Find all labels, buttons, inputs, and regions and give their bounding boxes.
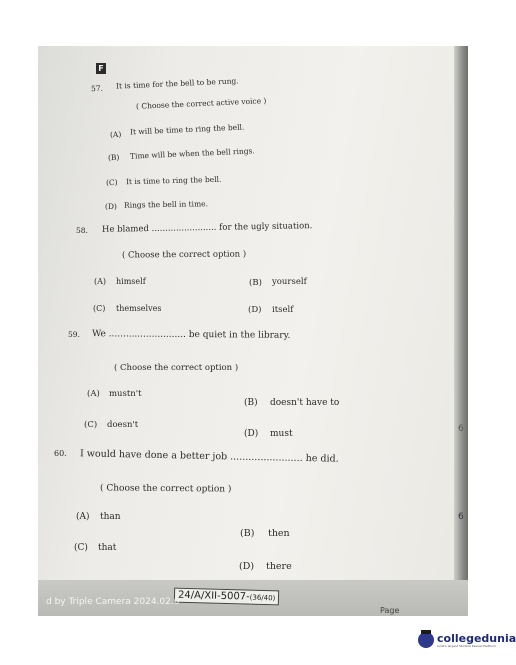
option-text: mustn't (109, 389, 142, 399)
option-letter: (A) (87, 389, 100, 399)
option-text: It is time to ring the bell. (125, 174, 222, 187)
option-text: themselves (116, 304, 162, 313)
option-letter: (C) (105, 177, 118, 188)
option-text: himself (116, 277, 146, 286)
question-number: 60. (54, 449, 67, 458)
option-text: there (266, 561, 292, 572)
option-letter: (C) (84, 420, 98, 430)
option-letter: (A) (94, 277, 107, 286)
option-letter: (D) (248, 305, 262, 315)
option-text: Rings the bell in time. (123, 199, 209, 210)
option-text: itself (272, 305, 294, 315)
question-instruction: ( Choose the correct option ) (99, 483, 232, 495)
option-letter: (B) (249, 278, 262, 288)
option-letter: (C) (74, 543, 88, 553)
option-letter: (A) (76, 512, 90, 522)
question-stem: It is time for the bell to be rung. (115, 76, 239, 91)
question-stem: He blamed ........................ for the ugly situation. (101, 221, 313, 235)
option-letter: (D) (239, 561, 255, 572)
logo-tagline: India's largest Student Review Platform (437, 643, 497, 648)
option-text: doesn't have to (270, 398, 340, 408)
paper-code (174, 588, 280, 606)
option-text: must (270, 429, 293, 439)
page-edge (454, 46, 468, 616)
question-instruction: ( Choose the correct option ) (121, 249, 247, 261)
question-number: 58. (76, 226, 88, 235)
option-letter: (B) (107, 152, 120, 163)
option-text: Time will be when the bell rings. (129, 146, 255, 161)
logo-text (437, 633, 516, 648)
option-text: doesn't (107, 420, 139, 430)
option-letter: (B) (244, 398, 258, 408)
question-number: 57. (90, 83, 104, 94)
option-text: It will be time to ring the bell. (129, 122, 245, 137)
paper-code-page: (36/40) (249, 593, 276, 603)
edge-mark: 6 (458, 512, 464, 522)
option-letter: (D) (104, 201, 117, 212)
page-label: Page (380, 606, 400, 615)
option-text: than (100, 512, 121, 522)
edge-mark: 6 (458, 424, 464, 434)
camera-watermark: d by Triple Camera 2024.02.0 (46, 597, 180, 607)
section-badge: F (96, 63, 106, 74)
document-photo (38, 46, 468, 616)
option-text: that (98, 543, 117, 553)
question-instruction: ( Choose the correct option ) (114, 363, 239, 373)
option-text: yourself (272, 277, 307, 287)
option-letter: (B) (240, 528, 255, 539)
question-stem: I would have done a better job ........................ he did. (79, 448, 339, 465)
graduate-icon (418, 632, 434, 648)
option-letter: (A) (109, 129, 122, 140)
option-letter: (C) (93, 304, 106, 313)
question-number: 59. (68, 330, 80, 339)
collegedunia-logo (418, 632, 516, 648)
question-instruction: ( Choose the correct active voice ) (135, 96, 267, 111)
logo-name: collegedunia (437, 631, 516, 645)
option-text: then (268, 528, 290, 539)
paper-code-text: 24/A/XII-5007- (177, 589, 250, 603)
question-stem: We ........................... be quiet in the library. (91, 329, 291, 341)
option-letter: (D) (244, 429, 259, 439)
